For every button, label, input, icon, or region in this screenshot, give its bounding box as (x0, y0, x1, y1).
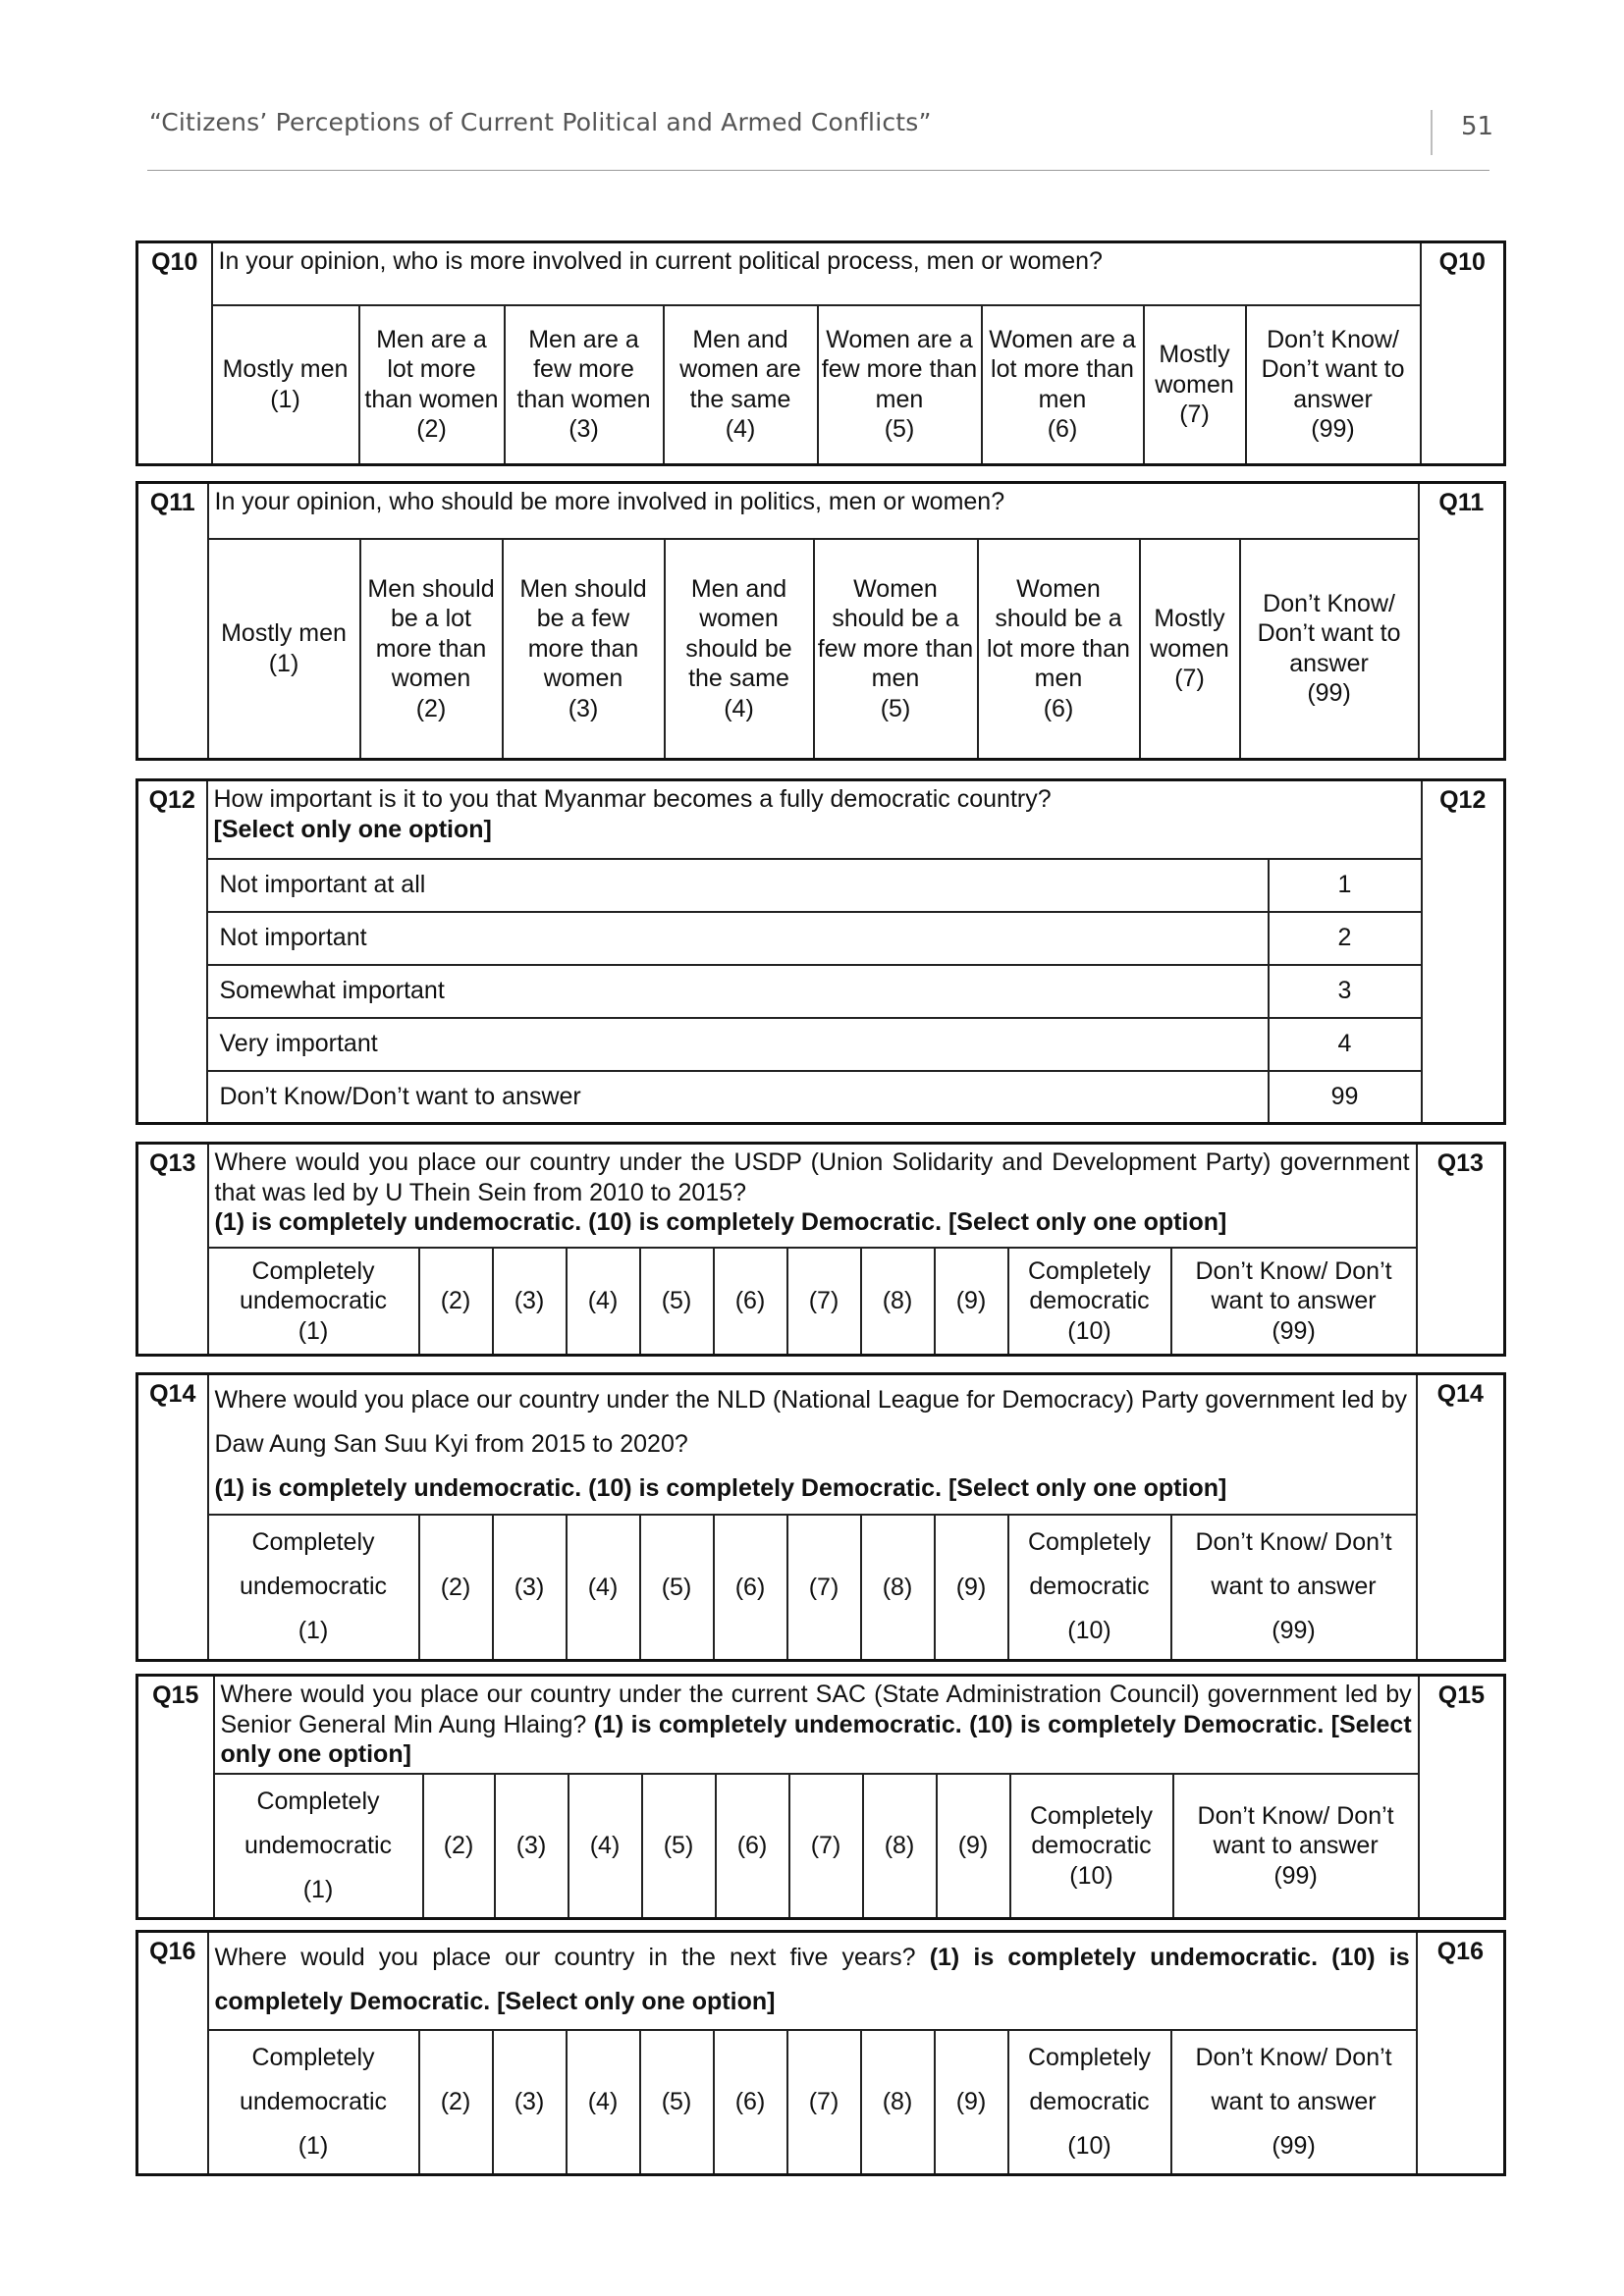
answer-option[interactable]: Women are a few more than men (5) (818, 305, 982, 465)
question-instruction: (1) is completely undemocratic. (10) is completely Democratic. [Select only one option] (214, 1208, 1227, 1236)
answer-option[interactable]: Don’t Know/ Don’t want to answer (99) (1240, 539, 1419, 760)
question-text: Where would you place our country under the USDP (Union Solidarity and Development Party) government that was led by U Thein Sein from 2010 to 2015? (1) is completely undemocratic. (10) is completely Democratic. [Select only one option] (208, 1144, 1417, 1248)
question-q12 (135, 778, 1506, 1125)
answer-option[interactable]: Mostly women (7) (1140, 539, 1240, 760)
scale-option-9[interactable]: (9) (935, 1248, 1008, 1356)
scale-option-9[interactable]: (9) (935, 1515, 1008, 1660)
scale-option-6[interactable]: (6) (714, 1248, 787, 1356)
scale-option-2[interactable]: (2) (423, 1774, 495, 1919)
question-q15 (135, 1674, 1506, 1920)
question-id-right: Q13 (1417, 1144, 1505, 1356)
page-number: 51 (1461, 112, 1494, 141)
question-q16 (135, 1930, 1506, 2176)
scale-option-9[interactable]: (9) (935, 2030, 1008, 2175)
scale-option-8[interactable]: (8) (861, 2030, 935, 2175)
scale-option-7[interactable]: (7) (789, 1774, 863, 1919)
scale-option-8[interactable]: (8) (861, 1515, 935, 1660)
scale-option-10[interactable]: Completely democratic (10) (1008, 1248, 1171, 1356)
answer-option[interactable]: Mostly women (7) (1144, 305, 1246, 465)
answer-option[interactable]: Men should be a lot more than women (2) (360, 539, 503, 760)
scale-option-dont-know[interactable]: Don’t Know/ Don’t want to answer (99) (1171, 1248, 1417, 1356)
scale-option-2[interactable]: (2) (419, 2030, 493, 2175)
scale-option-3[interactable]: (3) (493, 2030, 567, 2175)
question-id-right: Q12 (1422, 780, 1505, 1124)
header-rule (147, 170, 1489, 171)
option-label[interactable]: Very important (207, 1018, 1269, 1071)
question-id: Q15 (137, 1676, 214, 1919)
question-instruction: (1) is completely undemocratic. (10) is completely Democratic. [Select only one option] (214, 1474, 1227, 1502)
scale-option-10[interactable]: Completely democratic (10) (1010, 1774, 1173, 1919)
scale-option-dont-know[interactable]: Don’t Know/ Don’t want to answer (99) (1173, 1774, 1419, 1919)
scale-option-4[interactable]: (4) (567, 1515, 640, 1660)
scale-option-5[interactable]: (5) (642, 1774, 716, 1919)
option-label[interactable]: Don’t Know/Don’t want to answer (207, 1071, 1269, 1124)
scale-option-2[interactable]: (2) (419, 1248, 493, 1356)
question-text: In your opinion, who should be more involved in politics, men or women? (208, 483, 1419, 539)
question-instruction: [Select only one option] (213, 815, 492, 843)
question-id: Q12 (137, 780, 207, 1124)
question-q10 (135, 240, 1506, 466)
question-q14 (135, 1372, 1506, 1662)
question-id: Q16 (137, 1932, 208, 2175)
answer-option[interactable]: Men and women are the same (4) (664, 305, 818, 465)
option-code[interactable]: 1 (1269, 859, 1422, 912)
scale-option-2[interactable]: (2) (419, 1515, 493, 1660)
header-divider (1431, 110, 1433, 155)
scale-option-1[interactable]: Completely undemocratic (1) (208, 1248, 419, 1356)
answer-option[interactable]: Women are a lot more than men (6) (982, 305, 1144, 465)
scale-option-dont-know[interactable]: Don’t Know/ Don’t want to answer (99) (1171, 2030, 1417, 2175)
question-text: Where would you place our country under the current SAC (State Administration Council) government led by Senior General Min Aung Hlaing? (1) is completely undemocratic. (10) is completely Democratic. [Select only one option] (214, 1676, 1419, 1774)
option-label[interactable]: Somewhat important (207, 965, 1269, 1018)
answer-option[interactable]: Men and women should be the same (4) (665, 539, 814, 760)
scale-option-8[interactable]: (8) (861, 1248, 935, 1356)
scale-option-1[interactable]: Completely undemocratic (1) (208, 1515, 419, 1660)
option-code[interactable]: 99 (1269, 1071, 1422, 1124)
scale-option-6[interactable]: (6) (714, 1515, 787, 1660)
scale-option-dont-know[interactable]: Don’t Know/ Don’t want to answer (99) (1171, 1515, 1417, 1660)
question-id: Q11 (137, 483, 208, 760)
question-q13 (135, 1142, 1506, 1357)
answer-option[interactable]: Mostly men (1) (212, 305, 359, 465)
question-text: Where would you place our country under the NLD (National League for Democracy) Party government led by Daw Aung San Suu Kyi from 2015 to 2020? (1) is completely undemocratic. (10) is completely Democratic. [Select only one option] (208, 1374, 1417, 1516)
scale-option-7[interactable]: (7) (787, 1515, 861, 1660)
question-instruction: (1) is completely undemocratic. (10) is completely Democratic. [Select only one option] (220, 1710, 1412, 1768)
scale-option-1[interactable]: Completely undemocratic (1) (208, 2030, 419, 2175)
scale-option-10[interactable]: Completely democratic (10) (1008, 1515, 1171, 1660)
scale-option-10[interactable]: Completely democratic (10) (1008, 2030, 1171, 2175)
scale-option-3[interactable]: (3) (495, 1774, 568, 1919)
question-q11 (135, 481, 1506, 761)
answer-option[interactable]: Don’t Know/ Don’t want to answer (99) (1246, 305, 1421, 465)
question-id: Q13 (137, 1144, 208, 1356)
scale-option-8[interactable]: (8) (863, 1774, 937, 1919)
option-code[interactable]: 3 (1269, 965, 1422, 1018)
question-id-right: Q11 (1419, 483, 1505, 760)
scale-option-7[interactable]: (7) (787, 1248, 861, 1356)
question-id-right: Q16 (1417, 1932, 1505, 2175)
scale-option-5[interactable]: (5) (640, 1248, 714, 1356)
question-text: In your opinion, who is more involved in current political process, men or women? (212, 242, 1421, 305)
answer-option[interactable]: Men are a few more than women (3) (505, 305, 664, 465)
scale-option-4[interactable]: (4) (568, 1774, 642, 1919)
scale-option-7[interactable]: (7) (787, 2030, 861, 2175)
option-code[interactable]: 4 (1269, 1018, 1422, 1071)
running-header-title: “Citizens’ Perceptions of Current Political and Armed Conflicts” (149, 108, 932, 136)
question-instruction: (1) is completely undemocratic. (10) is completely Democratic. [Select only one option] (214, 1944, 1410, 2015)
scale-option-4[interactable]: (4) (567, 2030, 640, 2175)
answer-option[interactable]: Women should be a few more than men (5) (814, 539, 978, 760)
option-code[interactable]: 2 (1269, 912, 1422, 965)
option-label[interactable]: Not important at all (207, 859, 1269, 912)
question-id-right: Q14 (1417, 1374, 1505, 1661)
scale-option-3[interactable]: (3) (493, 1248, 567, 1356)
question-id: Q10 (137, 242, 212, 465)
scale-option-6[interactable]: (6) (714, 2030, 787, 2175)
answer-option[interactable]: Men are a lot more than women (2) (359, 305, 505, 465)
question-text: Where would you place our country in the next five years? (1) is completely undemocratic. (10) is completely Democratic. [Select only one option] (208, 1932, 1417, 2030)
scale-option-5[interactable]: (5) (640, 1515, 714, 1660)
scale-option-3[interactable]: (3) (493, 1515, 567, 1660)
question-id-right: Q10 (1421, 242, 1505, 465)
scale-option-9[interactable]: (9) (937, 1774, 1010, 1919)
question-id-right: Q15 (1419, 1676, 1505, 1919)
scale-option-1[interactable]: Completely undemocratic (1) (214, 1774, 423, 1919)
scale-option-6[interactable]: (6) (716, 1774, 789, 1919)
scale-option-4[interactable]: (4) (567, 1248, 640, 1356)
question-text: How important is it to you that Myanmar becomes a fully democratic country? [Select only one option] (207, 780, 1422, 859)
question-id: Q14 (137, 1374, 208, 1661)
answer-option[interactable]: Mostly men (1) (208, 539, 360, 760)
option-label[interactable]: Not important (207, 912, 1269, 965)
answer-option[interactable]: Men should be a few more than women (3) (503, 539, 665, 760)
answer-option[interactable]: Women should be a lot more than men (6) (978, 539, 1140, 760)
scale-option-5[interactable]: (5) (640, 2030, 714, 2175)
